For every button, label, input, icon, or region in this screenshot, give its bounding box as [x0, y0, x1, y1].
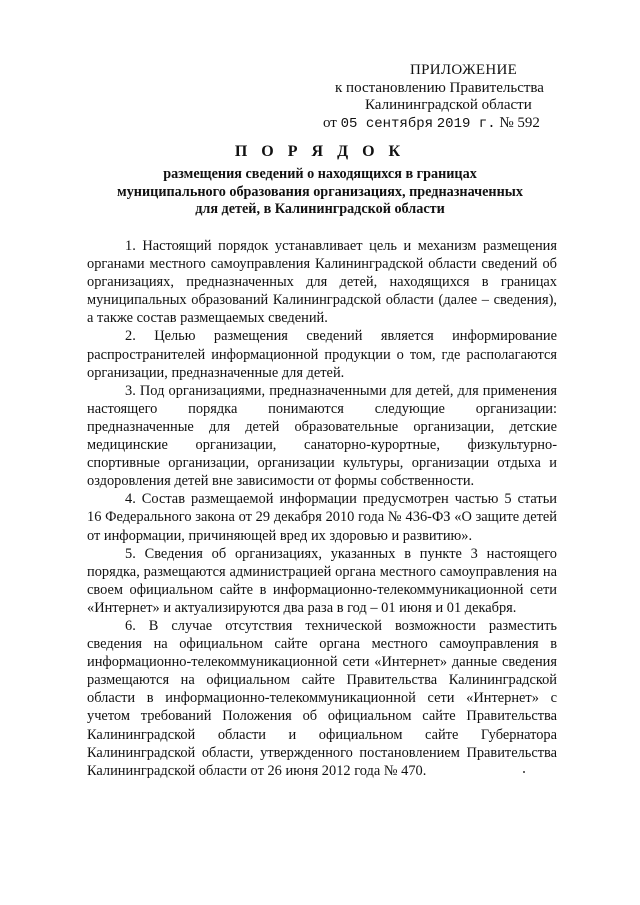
document-body — [87, 237, 557, 780]
appendix-resolution-line: к постановлению Правительства — [335, 79, 544, 96]
appendix-date-line — [280, 115, 640, 134]
appendix-region-line: Калининградской области — [365, 97, 532, 113]
paragraph-2: 2. Целью размещения сведений является информирование распространителей информационной продукции о том, где располагаются организации, предназначенные для детей. — [87, 328, 557, 381]
appendix-title: ПРИЛОЖЕНИЕ — [410, 62, 518, 78]
paragraph-5: 5. Сведения об организациях, указанных в пункте 3 настоящего порядка, размещаются администрацией органа местного самоуправления на своем официальном сайте в информационно-телекоммуникационной сети «Интернет» и актуализируются два раза в год – 01 июня и 01 декабря. — [87, 545, 557, 616]
paragraph-3: 3. Под организациями, предназначенными для детей, для применения настоящего порядка понимаются следующие организации: предназначенные для детей образовательные организации, детские медицинские организации, санаторно-курортные, физкультурно-спортивные организации, организации культуры, организации отдыха и оздоровления детей вне зависимости от формы собственности. — [87, 382, 557, 490]
date-stamp: 05 сентября — [340, 115, 434, 132]
paragraph-6: 6. В случае отсутствия технической возможности разместить сведения на официальном сайте органа местного самоуправления в информационно-телекоммуникационной сети «Интернет» данные сведения размещаются на официальном сайте Правительства Калининградской области в информационно-телекоммуникационной сети «Интернет» с учетом требований Положения об официальном сайте Правительства Калининградской области и официальном сайте Губернатора Калининградской области, утвержденного постановлением Правительства Калининградской области от 26 июня 2012 года № 470. — [87, 617, 557, 779]
paragraph-1: 1. Настоящий порядок устанавливает цель и механизм размещения органами местного самоуправления Калининградской области сведений об организациях, предназначенных для детей, находящихся в границах муниципальных образований Калининградской области (далее – сведения), а также состав размещаемых сведений. — [87, 238, 557, 327]
date-year: 2019 г. — [436, 115, 496, 132]
date-prefix: от — [323, 114, 337, 131]
document-subtitle: размещения сведений о находящихся в границах муниципального образования организациях, предназначенных для детей, в Калининградской области — [117, 166, 523, 217]
document-title: П О Р Я Д О К — [234, 143, 406, 160]
document-number: № 592 — [499, 114, 540, 131]
appendix-header — [280, 62, 640, 133]
scan-speck — [523, 771, 525, 773]
paragraph-4: 4. Состав размещаемой информации предусмотрен частью 5 статьи 16 Федерального закона от 29 декабря 2010 года № 436-ФЗ «О защите детей от информации, причиняющей вред их здоровью и развитию». — [87, 491, 557, 544]
